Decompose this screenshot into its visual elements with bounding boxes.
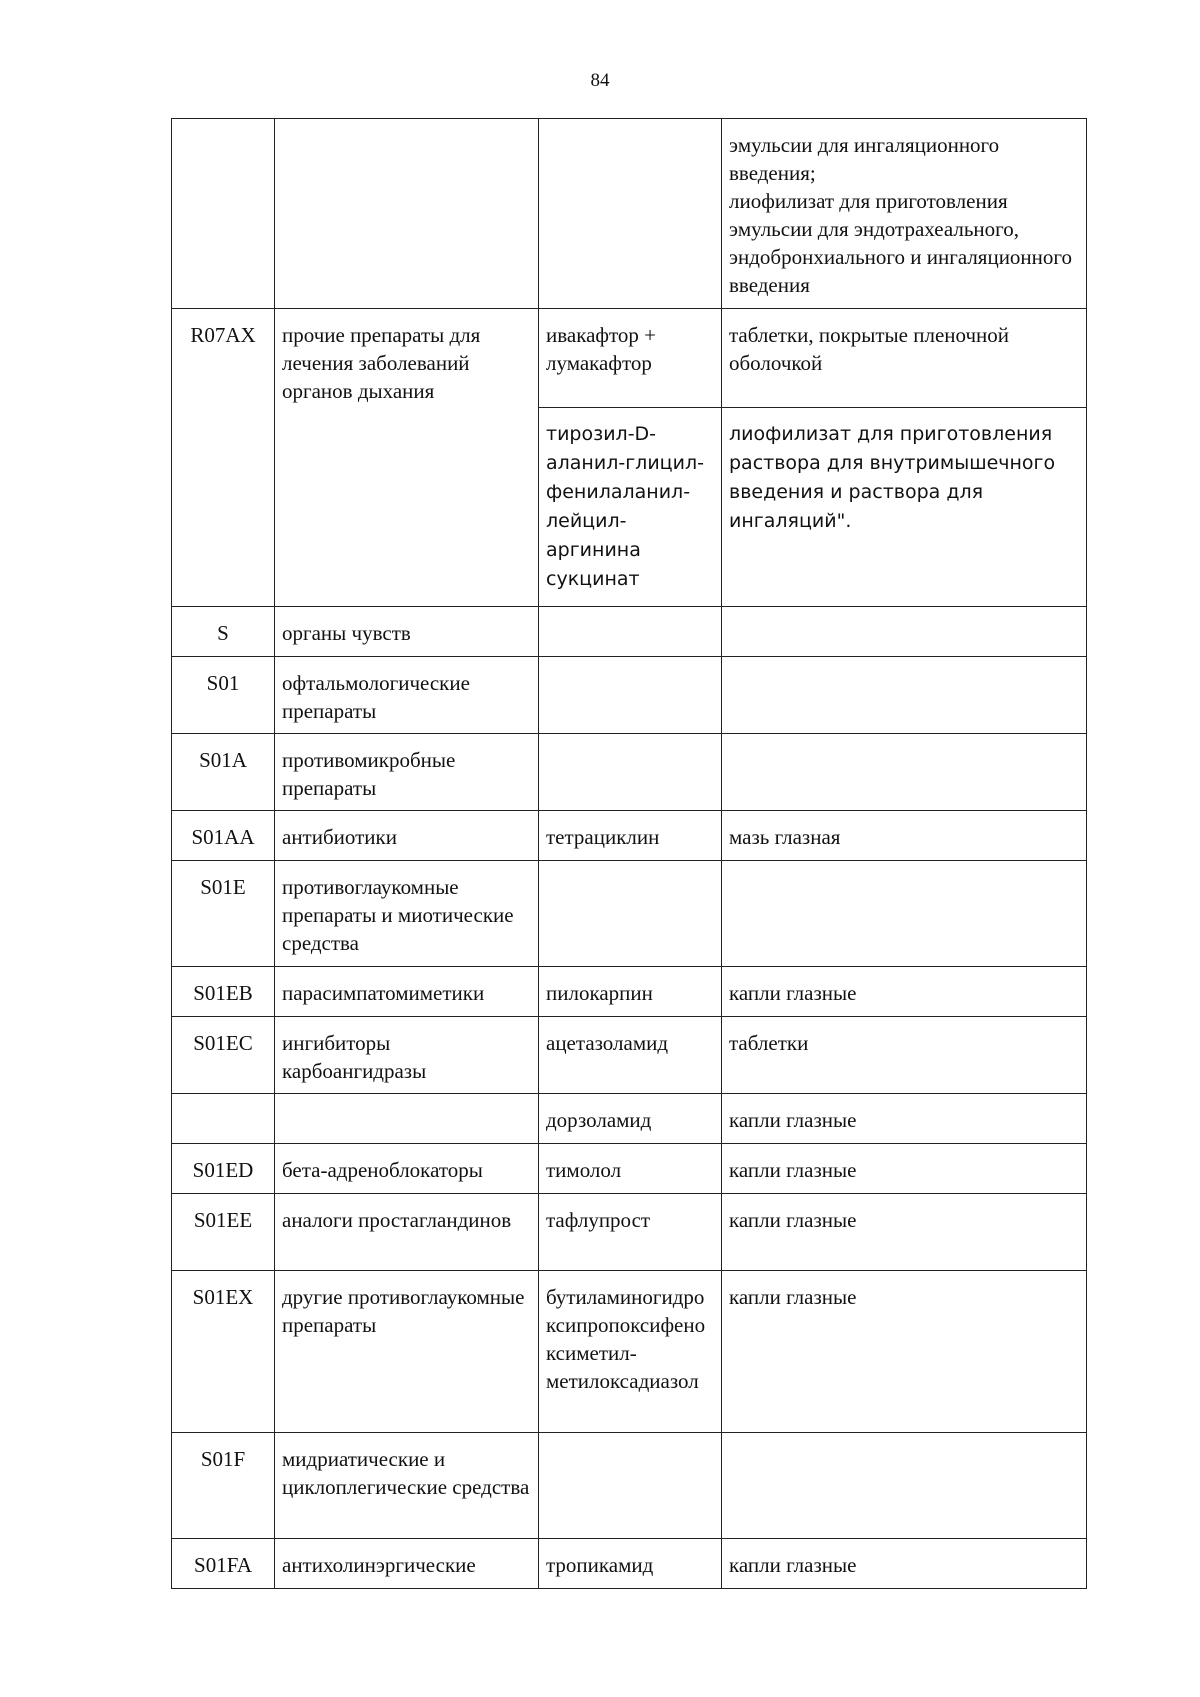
form-cell: мазь глазная	[722, 811, 1087, 861]
table-row	[172, 1271, 1087, 1433]
page-number: 84	[590, 70, 610, 91]
drug-cell	[539, 607, 722, 657]
drug-cell: дорзоламид	[539, 1094, 722, 1144]
form-cell: капли глазные	[722, 1539, 1087, 1589]
drug-cell	[539, 119, 722, 309]
table-row	[172, 1433, 1087, 1539]
group-cell: парасимпатомиметики	[275, 967, 539, 1017]
atc-code-cell: S	[172, 607, 275, 657]
drug-cell	[539, 734, 722, 811]
drug-cell: тропикамид	[539, 1539, 722, 1589]
form-cell: капли глазные	[722, 1094, 1087, 1144]
form-cell	[722, 607, 1087, 657]
table-row	[172, 1194, 1087, 1271]
form-cell	[722, 119, 1087, 309]
form-cell: капли глазные	[722, 1144, 1087, 1194]
table-row	[172, 811, 1087, 861]
drug-cell: тетрациклин	[539, 811, 722, 861]
group-cell: противоглаукомные препараты и миотические средства	[275, 861, 539, 967]
group-cell: антихолинэргические	[275, 1539, 539, 1589]
atc-code-cell	[172, 119, 275, 309]
form-cell: капли глазные	[722, 967, 1087, 1017]
group-cell	[275, 1094, 539, 1144]
drug-cell: пилокарпин	[539, 967, 722, 1017]
table-row	[172, 657, 1087, 734]
table-row	[172, 1144, 1087, 1194]
drug-cell: тимолол	[539, 1144, 722, 1194]
drug-cell: ивакафтор + лумакафтор	[539, 309, 722, 408]
table-row	[172, 734, 1087, 811]
drug-cell	[539, 1433, 722, 1539]
group-cell	[275, 119, 539, 309]
table-row	[172, 1539, 1087, 1589]
form-text: эмульсии для ингаляционного введения;	[729, 133, 1000, 185]
form-cell: таблетки	[722, 1017, 1087, 1094]
table-row	[172, 861, 1087, 967]
drug-cell	[539, 861, 722, 967]
form-cell: капли глазные	[722, 1194, 1087, 1271]
group-cell: аналоги простагландинов	[275, 1194, 539, 1271]
group-cell: мидриатические и циклоплегические средства	[275, 1433, 539, 1539]
table-row	[172, 967, 1087, 1017]
atc-code-cell: S01E	[172, 861, 275, 967]
atc-code-cell: R07AX	[172, 309, 275, 607]
drug-cell: ацетазоламид	[539, 1017, 722, 1094]
form-cell: лиофилизат для приготовления раствора для внутримышечного введения и раствора для ингаляций".	[722, 408, 1087, 607]
atc-code-cell: S01EC	[172, 1017, 275, 1094]
group-cell: антибиотики	[275, 811, 539, 861]
table-row	[172, 607, 1087, 657]
atc-code-cell	[172, 1094, 275, 1144]
atc-code-cell: S01FA	[172, 1539, 275, 1589]
table-row	[172, 1017, 1087, 1094]
form-cell	[722, 861, 1087, 967]
drug-cell: тафлупрост	[539, 1194, 722, 1271]
atc-code-cell: S01EB	[172, 967, 275, 1017]
atc-code-cell: S01F	[172, 1433, 275, 1539]
atc-code-cell: S01A	[172, 734, 275, 811]
group-cell: противомикробные препараты	[275, 734, 539, 811]
form-cell: капли глазные	[722, 1271, 1087, 1433]
group-cell: офтальмологические препараты	[275, 657, 539, 734]
group-cell: бета-адреноблокаторы	[275, 1144, 539, 1194]
atc-code-cell: S01	[172, 657, 275, 734]
form-cell	[722, 1433, 1087, 1539]
group-cell: другие противоглаукомные препараты	[275, 1271, 539, 1433]
drug-table	[171, 118, 1087, 1589]
atc-code-cell: S01ED	[172, 1144, 275, 1194]
table-row	[172, 1094, 1087, 1144]
atc-code-cell: S01EE	[172, 1194, 275, 1271]
group-cell: органы чувств	[275, 607, 539, 657]
atc-code-cell: S01EX	[172, 1271, 275, 1433]
table-row	[172, 309, 1087, 408]
form-cell	[722, 734, 1087, 811]
form-cell	[722, 657, 1087, 734]
drug-cell	[539, 657, 722, 734]
group-cell: прочие препараты для лечения заболеваний органов дыхания	[275, 309, 539, 607]
drug-cell: тирозил-D-аланил-глицил-фенилаланил-лейцил-аргинина сукцинат	[539, 408, 722, 607]
group-cell: ингибиторы карбоангидразы	[275, 1017, 539, 1094]
table-row	[172, 119, 1087, 309]
atc-code-cell: S01AA	[172, 811, 275, 861]
drug-cell: бутиламиногидроксипропоксифеноксиметил-метилоксадиазол	[539, 1271, 722, 1433]
form-cell: таблетки, покрытые пленочной оболочкой	[722, 309, 1087, 408]
form-text: лиофилизат для приготовления эмульсии для эндотрахеального, эндобронхиального и ингаляционного введения	[729, 189, 1073, 297]
